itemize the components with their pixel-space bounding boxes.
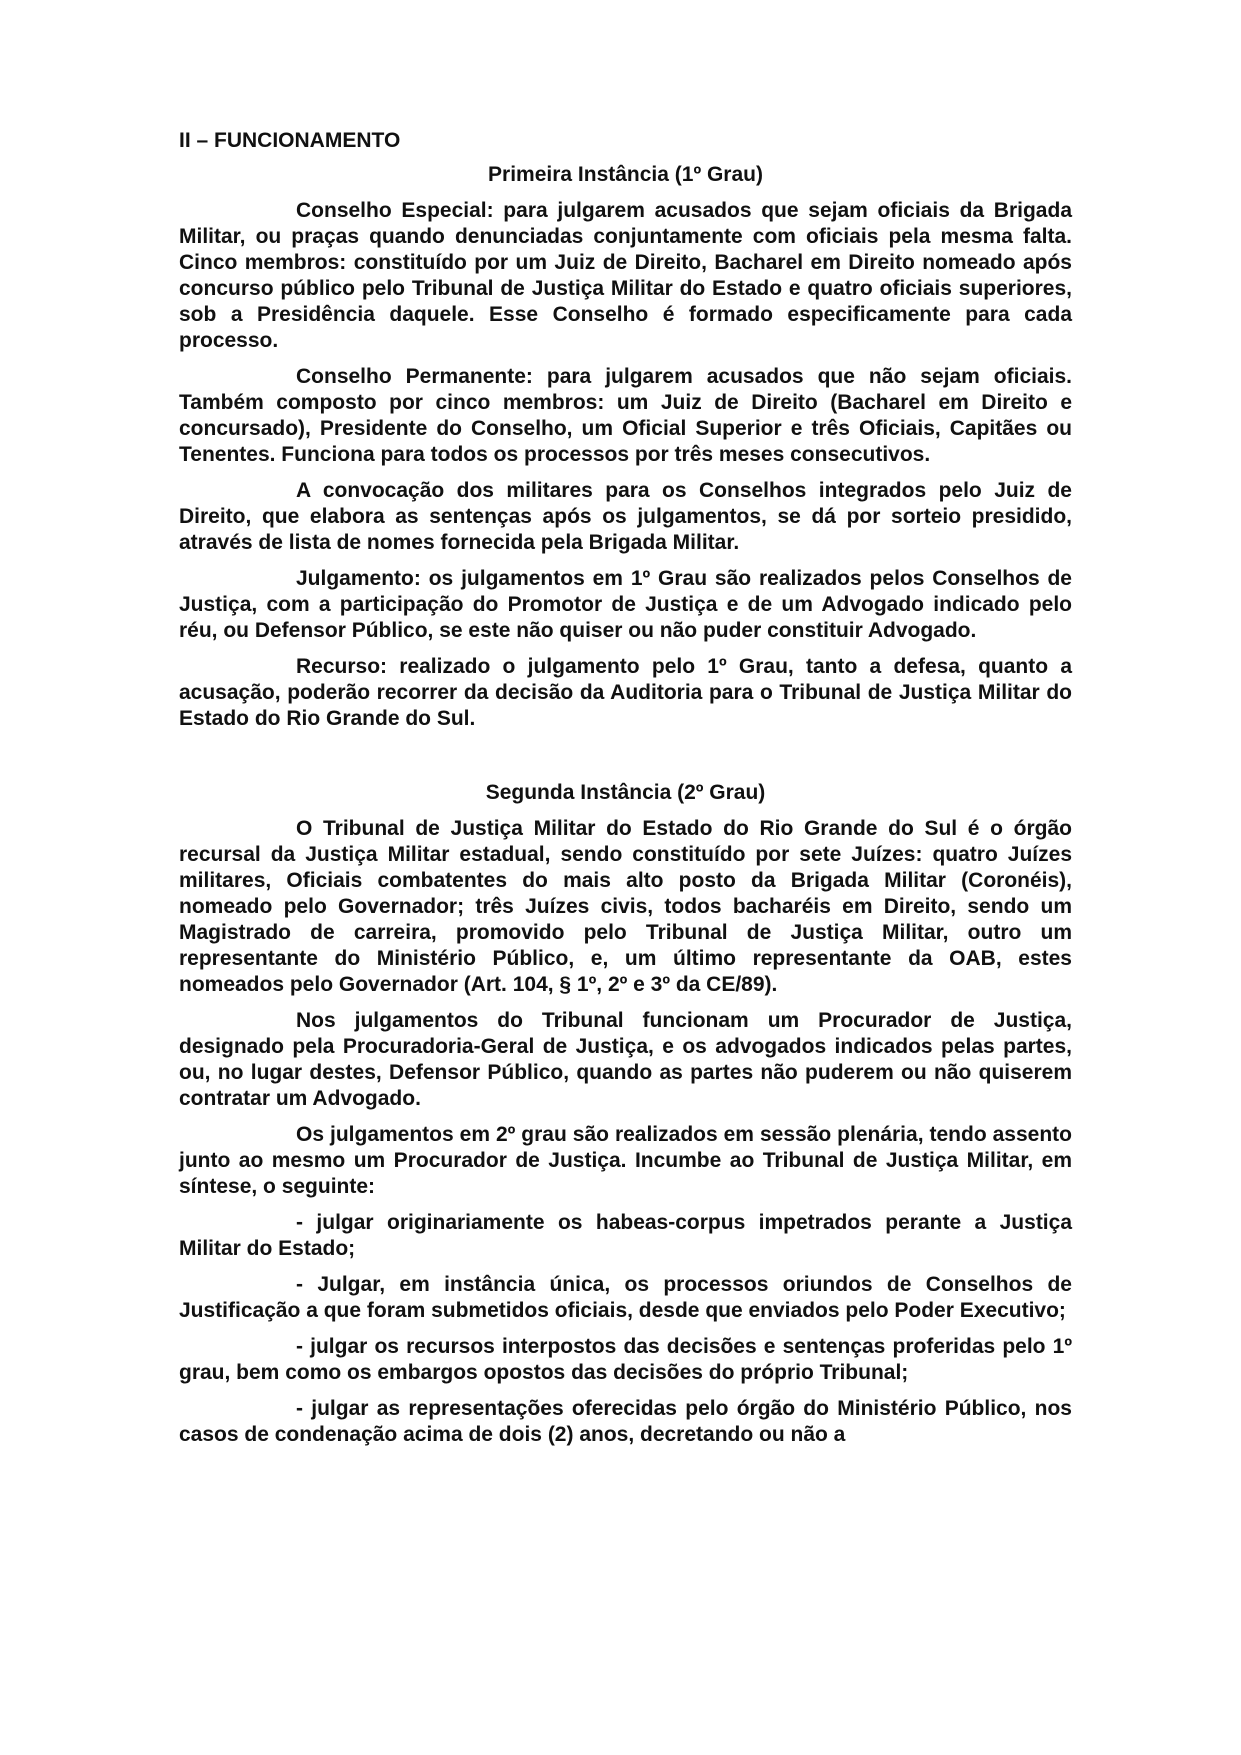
paragraph: Os julgamentos em 2º grau são realizados em sessão plenária, tendo assento junto ao mesmo um Procurador de Justiça. Incumbe ao Tribunal de Justiça Militar, em síntese, o seguinte:: [179, 1123, 1072, 1198]
paragraph: Conselho Permanente: para julgarem acusados que não sejam oficiais. Também composto por cinco membros: um Juiz de Direito (Bacharel em Direito e concursado), Presidente do Conselho, um Oficial Superior e três Oficiais, Capitães ou Tenentes. Funciona para todos os processos por três meses consecutivos.: [179, 365, 1072, 466]
paragraph: Julgamento: os julgamentos em 1º Grau são realizados pelos Conselhos de Justiça, com a participação do Promotor de Justiça e de um Advogado indicado pelo réu, ou Defensor Público, se este não quiser ou não puder constituir Advogado.: [179, 567, 1072, 642]
paragraph: Nos julgamentos do Tribunal funcionam um Procurador de Justiça, designado pela Procuradoria-Geral de Justiça, e os advogados indicados pelas partes, ou, no lugar destes, Defensor Público, quando as partes não puderem ou não quiserem contratar um Advogado.: [179, 1009, 1072, 1110]
paragraph: A convocação dos militares para os Conselhos integrados pelo Juiz de Direito, que elabora as sentenças após os julgamentos, se dá por sorteio presidido, através de lista de nomes fornecida pela Brigada Militar.: [179, 479, 1072, 554]
paragraph: Conselho Especial: para julgarem acusados que sejam oficiais da Brigada Militar, ou praças quando denunciadas conjuntamente com oficiais pela mesma falta. Cinco membros: constituído por um Juiz de Direito, Bacharel em Direito nomeado após concurso público pelo Tribunal de Justiça Militar do Estado e quatro oficiais superiores, sob a Presidência daquele. Esse Conselho é formado especificamente para cada processo.: [179, 199, 1072, 352]
list-item: - julgar originariamente os habeas-corpus impetrados perante a Justiça Militar do Estado;: [179, 1211, 1072, 1260]
second-instance-title: Segunda Instância (2º Grau): [485, 781, 766, 804]
list-item: - julgar as representações oferecidas pelo órgão do Ministério Público, nos casos de condenação acima de dois (2) anos, decretando ou não a: [179, 1397, 1072, 1446]
paragraph: Recurso: realizado o julgamento pelo 1º Grau, tanto a defesa, quanto a acusação, poderão recorrer da decisão da Auditoria para o Tribunal de Justiça Militar do Estado do Rio Grande do Sul.: [179, 655, 1072, 730]
list-item: - Julgar, em instância única, os processos oriundos de Conselhos de Justificação a que foram submetidos oficiais, desde que enviados pelo Poder Executivo;: [179, 1273, 1072, 1322]
first-instance-title: Primeira Instância (1º Grau): [488, 163, 763, 186]
paragraph: O Tribunal de Justiça Militar do Estado do Rio Grande do Sul é o órgão recursal da Justiça Militar estadual, sendo constituído por sete Juízes: quatro Juízes militares, Oficiais combatentes do mais alto posto da Brigada Militar (Coronéis), nomeado pelo Governador; três Juízes civis, todos bacharéis em Direito, sendo um Magistrado de carreira, promovido pelo Tribunal de Justiça Militar, outro um representante do Ministério Público, e, um último representante da OAB, estes nomeados pelo Governador (Art. 104, § 1º, 2º e 3º da CE/89).: [179, 817, 1072, 996]
section-title: II – FUNCIONAMENTO: [179, 129, 401, 152]
document-page: [179, 128, 1072, 1458]
list-item: - julgar os recursos interpostos das decisões e sentenças proferidas pelo 1º grau, bem como os embargos opostos das decisões do próprio Tribunal;: [179, 1335, 1072, 1384]
